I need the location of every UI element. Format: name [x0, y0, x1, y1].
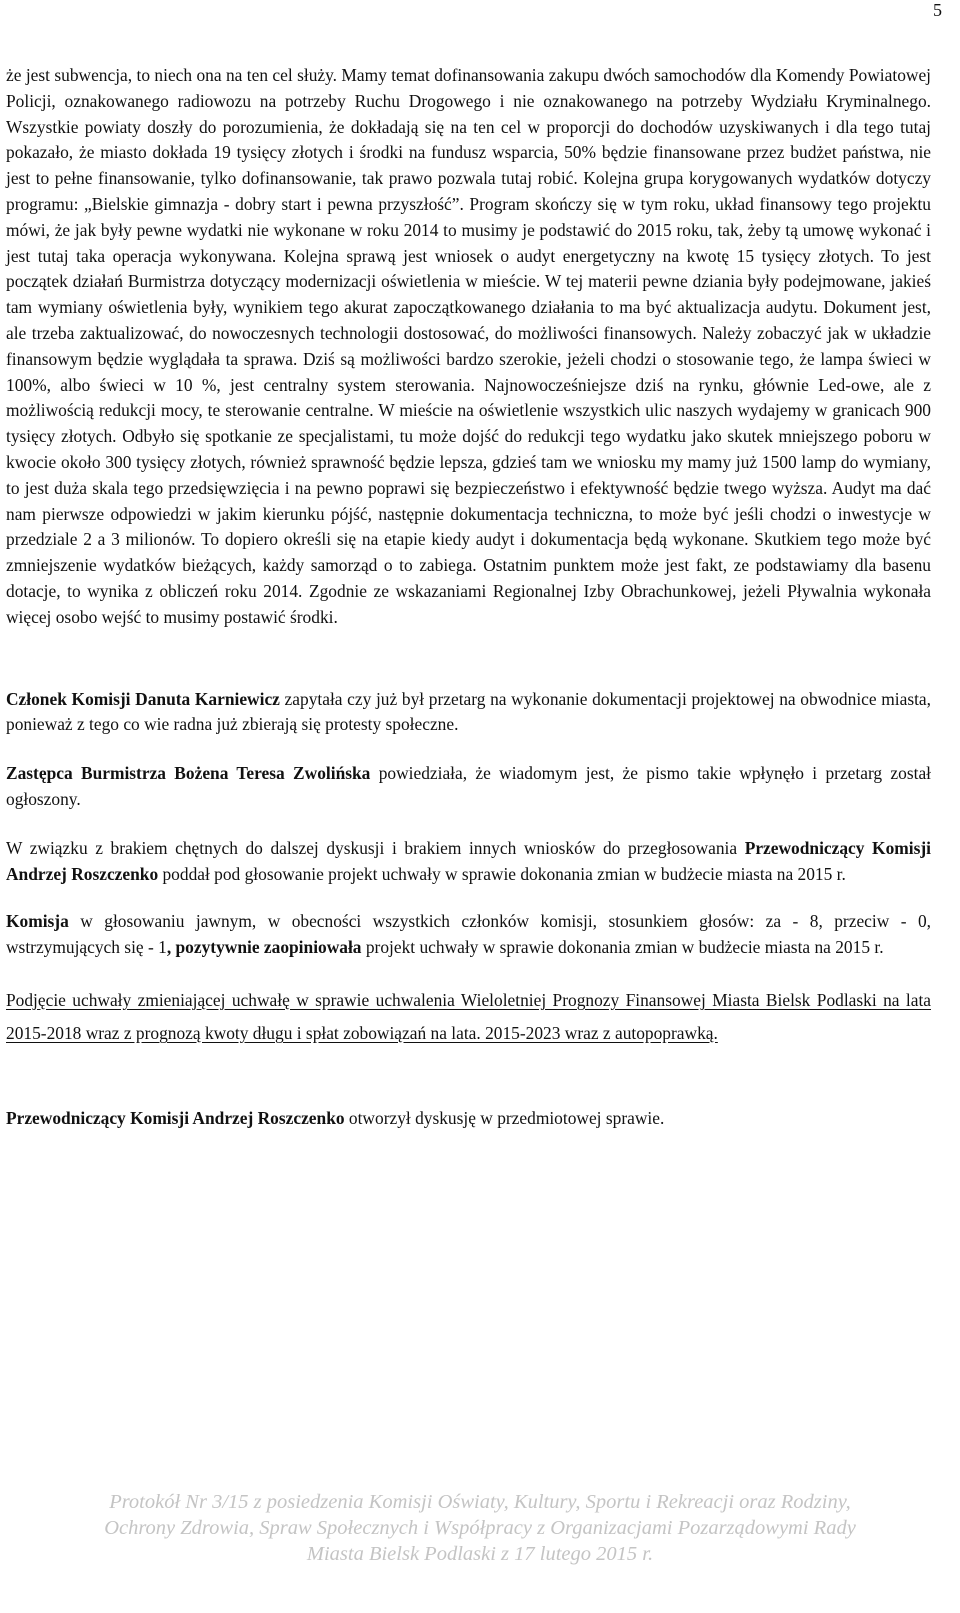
- speaker-name: Przewodniczący Komisji Andrzej Roszczenko: [6, 837, 931, 884]
- speaker-name: Komisja: [6, 911, 69, 932]
- footer-line: Ochrony Zdrowia, Spraw Społecznych i Współpracy z Organizacjami Pozarządowymi Rady: [104, 1517, 856, 1539]
- page-number: 5: [933, 0, 942, 20]
- paragraph-text: powiedziała, że wiadomym jest, że pismo takie wpłynęło i przetarg został ogłoszony.: [6, 763, 931, 809]
- speaker-name: Członek Komisji Danuta Karniewicz: [6, 688, 280, 709]
- paragraph-karniewicz-question: [6, 687, 931, 739]
- paragraph-text: W związku z brakiem chętnych do dalszej dyskusji i brakiem innych wniosków do przegłosowania: [6, 837, 745, 858]
- vote-outcome: , pozytywnie zaopiniowała: [166, 937, 362, 958]
- paragraph-text: zapytała czy już był przetarg na wykonanie dokumentacji projektowej na obwodnice miasta, ponieważ z tego co wie radna już zbierają się protesty społeczne.: [6, 688, 932, 735]
- paragraph-budget-discussion: że jest subwencja, to niech ona na ten cel służy. Mamy temat dofinansowania zakupu dwóch samochodów dla Komendy Powiatowej Policji, oznakowanego radiowozu na potrzeby Ruchu Drogowego i nie oznakowanego na potrzeby Wydziału Kryminalnego. Wszystkie powiaty doszły do porozumienia, że dokładają się na ten cel w proporcji do dochodów uzyskiwanych i dla tego tutaj pokazało, że miasto dokłada 19 tysięcy złotych i środki na fundusz wsparcia, 50% będzie finansowane przez budżet państwa, nie jest to pełne finansowanie, tylko dofinansowanie, tak prawo pozwala tutaj robić. Kolejna grupa korygowanych wydatków dotyczy programu: „Bielskie gimnazja - dobry start i pewna przyszłość”. Program skończy się w tym roku, układ finansowy tego projektu mówi, że jak były pewne wydatki nie wykonane w roku 2014 to musimy je podstawić do 2015 roku, tak, żeby tą umowę wykonać i jest tutaj taka operacja wykonywana. Kolejna sprawą jest wniosek o audyt energetyczny na kwotę 15 tysięcy złotych. To jest początek działań Burmistrza dotyczący modernizacji oświetlenia w mieście. W tej materii pewne dziania były podejmowane, jakieś tam wymiany oświetlenia były, wynikiem tego akurat zapoczątkowanego działania to ma być aktualizacja audytu. Dokument jest, ale trzeba zaktualizować, do nowoczesnych technologii dostosować, do możliwości finansowych. Należy zobaczyć jak w układzie finansowym będzie wyglądała ta sprawa. Dziś są możliwości bardzo szerokie, jeżeli chodzi o stosowanie tego, że lampa świeci w 100%, albo świeci w 10 %, jest centralny system sterowania. Najnowocześniejsze dziś na rynku, głównie Led-owe, ale z możliwością redukcji mocy, te sterowanie centralne. W mieście na oświetlenie wszystkich ulic naszych wydajemy w granicach 900 tysięcy złotych. Odbyło się spotkanie ze specjalistami, tu może dojść do redukcji tego wydatku jako skutek mniejszego poboru w kwocie około 300 tysięcy złotych, również sprawność będzie lepsza, gdzieś tam we wniosku my mamy już 1500 lamp do wymiany, to jest duża skala tego przedsięwzięcia i na pewno poprawi się bezpieczeństwo i efektywność będzie twego wyższa. Audyt ma dać nam pierwsze odpowiedzi w jakim kierunku pójść, następnie dokumentacja techniczna, to może być jeśli chodzi o inwestycje w przedziale 2 a 3 milionów. To dopiero określi się na etapie kiedy audyt i dokumentacja będą wykonane. Skutkiem tego może być zmniejszenie wydatków bieżących, każdy samorząd o to zabiega. Ostatnim punktem może jest fakt, ze podstawiamy dla basenu dotacje, to wynika z obliczeń roku 2014. Zgodnie ze wskazaniami Regionalnej Izby Obrachunkowej, jeżeli Pływalnia wykonała więcej osobo wejść to musimy postawić środki.: [6, 65, 931, 627]
- page-footer: [0, 1487, 960, 1613]
- speaker-name: Przewodniczący Komisji Andrzej Roszczenko: [6, 1107, 345, 1128]
- paragraph-discussion-opened: [6, 1106, 931, 1132]
- paragraph-text: w głosowaniu jawnym, w obecności wszystkich członków komisji, stosunkiem głosów: za - 8, przeciw - 0, wstrzymujących się - 1: [6, 911, 931, 958]
- speaker-name: Zastępca Burmistrza Bożena Teresa Zwolińska: [6, 763, 371, 784]
- paragraph-zwolinska-answer: [6, 761, 931, 813]
- document-body: [6, 63, 931, 1132]
- paragraph-vote-result: [6, 909, 931, 961]
- paragraph-text: otworzył dyskusję w przedmiotowej sprawie.: [344, 1107, 665, 1128]
- paragraph-vote-call: [6, 836, 931, 888]
- footer-line: Protokół Nr 3/15 z posiedzenia Komisji Oświaty, Kultury, Sportu i Rekreacji oraz Rodziny,: [109, 1491, 851, 1513]
- paragraph-text: projekt uchwały w sprawie dokonania zmian w budżecie miasta na 2015 r.: [361, 937, 884, 958]
- paragraph-text: poddał pod głosowanie projekt uchwały w sprawie dokonania zmian w budżecie miasta na 2015 r.: [158, 863, 846, 884]
- footer-line: Miasta Bielsk Podlaski z 17 lutego 2015 r.: [306, 1543, 654, 1565]
- agenda-item-heading: Podjęcie uchwały zmieniającej uchwałę w sprawie uchwalenia Wieloletniej Prognozy Finansowej Miasta Bielsk Podlaski na lata 2015-2018 wraz z prognozą kwoty długu i spłat zobowiązań na lata. 2015-2023 wraz z autopoprawką.: [6, 989, 931, 1043]
